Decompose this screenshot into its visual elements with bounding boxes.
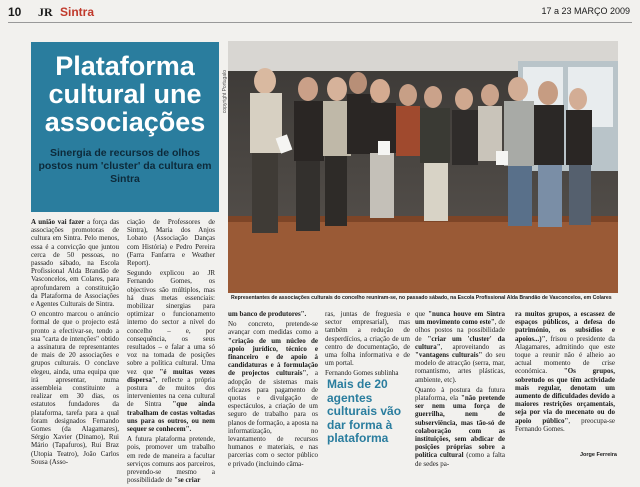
- text-run: do seu modelo de atracção (serra, mar, romantismo, artes plásticas, ambiente, etc).: [415, 351, 505, 384]
- headline-box: [31, 42, 219, 212]
- text-run: , reflecte a própria postura de muitos dos intervenientes na cena cultural de Sintra: [127, 375, 215, 409]
- quote: "é muitas vezes dispersa": [127, 367, 216, 384]
- issue-date: 17 a 23 MARÇO 2009: [541, 6, 630, 16]
- photographer-credit: Jorge Ferreira: [580, 452, 617, 458]
- paragraph: ras, juntas de freguesia e sector empresarial), mas também a redução de desperdícios, a criação de um centro de documentação, de uma folha informativa e de um portal.: [325, 310, 410, 368]
- photo-caption: Representantes de associações culturais do concelho reuniram-se, no passado sábado, na Escola Profissional Alda Brandão de Vasconcelos, em Colares: [231, 295, 612, 301]
- pull-quote: Mais de 20 agentes culturais vão dar forma à plataforma: [327, 377, 402, 445]
- header-rule: [8, 22, 632, 23]
- quote: "nunca houve em Sintra um movimento como este": [415, 310, 505, 327]
- publication-logo: JR: [38, 5, 53, 19]
- paragraph: ciação de Professores de Sintra), Maria dos Anjos Lobato (Associação Danças com História) e Pedro Pereira (Farra Fanfarra e Weather Report).: [127, 218, 215, 268]
- quote: "se criar: [174, 476, 201, 485]
- article-column-4: [325, 310, 410, 380]
- article-column-3: [228, 310, 318, 470]
- article-column-6: [515, 310, 615, 435]
- quote: "vantagens culturais": [415, 351, 483, 360]
- quote: "que ainda trabalham de costas voltadas uns para os outros, ou nem sequer se conhecem".: [127, 400, 216, 434]
- text-run: Quanto à postura da futura plataforma, ela: [415, 385, 505, 403]
- quote: "não pretende ser nem uma força de guerrilha, nem de subserviência, mas tão-só de colaboração com as instituições, sem abdicar de posições próprias sobre a política cultural: [415, 394, 505, 460]
- quote: "criação de um núcleo de apoio jurídico, técnico e financeiro e de apoio à candidaturas e à formulação de projectos culturais": [228, 336, 318, 378]
- quote: ra muitos grupos, a escassez de espaços públicos, a defesa do património, os subsídios e apoios...)": [515, 310, 615, 343]
- text-run: , aproveitando as: [440, 342, 505, 351]
- page-number: 10: [8, 5, 22, 19]
- quote: um banco de produtores".: [228, 310, 307, 318]
- article-column-2: [127, 218, 215, 487]
- text-run: , frisou o presidente da Alagamares, admitindo que este toque a reunir não é alheio ao actual momento de crise económica.: [515, 334, 615, 376]
- lead-in: A união vai fazer: [31, 218, 85, 226]
- text-run: Segundo explicou ao JR Fernando Gomes, os objectivos são múltiplos, mas há duas metas essenciais: mobilizar sinergias para optimizar o funcionamento interno do sector a nível do concelho – e, por consequência, os seus resultados – e falar a uma só voz na tomada de posições sobre a política cultural. Uma vez que: [127, 269, 215, 376]
- paragraph: O encontro marcou o anúncio formal de que o projecto está pronto a efectivar-se, tendo a sua "carta de intenções" obtido a assinatura de representantes de mais de 20 associações e grupos culturais. O conclave elegeu, ainda, uma equipa que irá apresentar, numa assembleia constituinte a realizar em 30 dias, os estatutos fundadores da plataforma, tarefa para a qual foram designados Fernando Gomes (da Alagamares), Sérgio Xavier (Dínamo), Rui Mário (Tapafuros), Rui Braz (Utopia Teatro), João Carlos Sousa (Asso-: [31, 310, 119, 466]
- section-name: Sintra: [60, 5, 95, 19]
- paragraph: Fernando Gomes sublinha: [325, 369, 399, 378]
- quote: "criar um 'cluster' da cultura": [415, 334, 506, 351]
- text-run: , a adopção de sistemas mais eficazes para pagamento de quotas e divulgação de espectáculos, a criação de um seguro de trabalho para os planos de formação, a aposta na informatização, no levantamento de recursos humanos e materiais, e nas parcerias com o sector público e privado (incluindo câma-: [228, 369, 318, 468]
- paragraph: a força das associações promotoras de cultura em Sintra. Pelo menos, essa é a convicção que juntou cerca de 50 pessoas, no passado sábado, na Escola Profissional Alda Brandão de Vasconcelos, em Colares, para aprofundarem a constituição da Plataforma de Associações e Agentes Culturais de Sintra.: [31, 218, 120, 309]
- group-photo: [228, 41, 618, 293]
- text-run: A futura plataforma pretende, pois, promover um trabalho em rede de maneira a facultar serviços comuns aos parceiros, prevendo-se mesmo a possibilidade de: [127, 435, 215, 485]
- headline: Plataforma cultural une associações: [44, 51, 206, 137]
- text-run: , de olhos postos na possibilidade de: [415, 318, 505, 343]
- quote: "Os grupos, sobretudo os que têm actividade mais regular, denotam um aumento de dificuldades devido a maiores restrições orçamentais, seja por via do mecenato ou do apoio público": [515, 367, 615, 425]
- text-run: (como a falta de sedes pa-: [415, 451, 505, 468]
- text-run: , preocupa-se Fernando Gomes.: [515, 416, 615, 433]
- subheadline: Sinergia de recursos de olhos postos num 'cluster' da cultura em Sintra: [38, 147, 212, 185]
- group-photo-illustration: [228, 41, 618, 293]
- article-column-1: [31, 218, 119, 468]
- article-column-5: [415, 310, 505, 470]
- text-run: No concreto, pretende-se avançar com medidas como a: [228, 320, 318, 337]
- text-run: que: [415, 310, 426, 318]
- photo-credit: copyright Portugalo: [222, 70, 228, 114]
